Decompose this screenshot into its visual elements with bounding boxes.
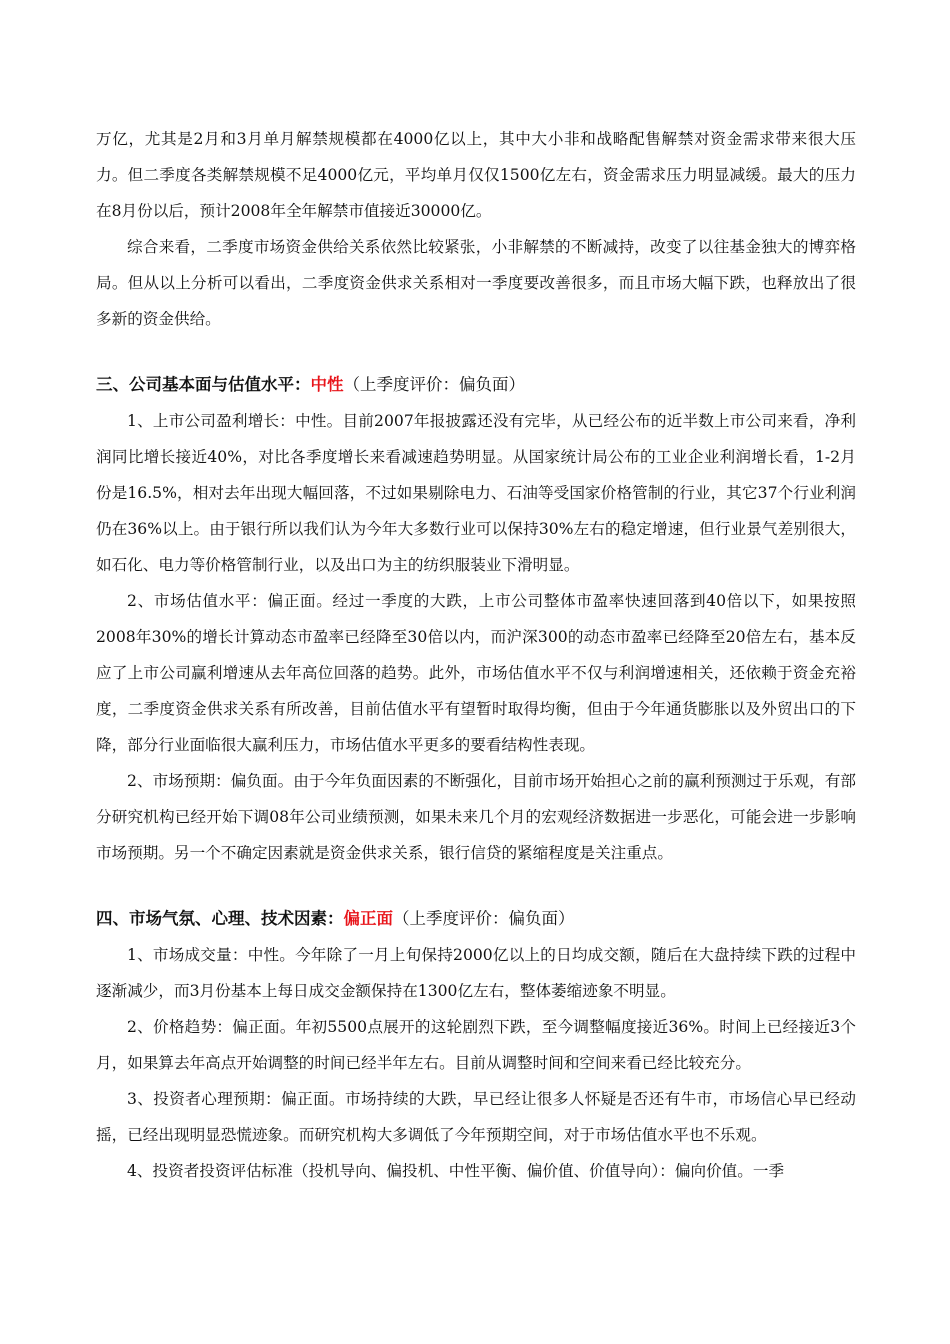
section-spacer [96,337,856,367]
section-3-prior-rating: （上季度评价：偏负面） [343,375,525,394]
paragraph-market-expectation: 2、市场预期：偏负面。由于今年负面因素的不断强化，目前市场开始担心之前的赢利预测过于乐观，有部分研究机构已经开始下调08年公司业绩预测，如果未来几个月的宏观经济数据进一步恶化，可能会进一步影响市场预期。另一个不确定因素就是资金供求关系，银行信贷的紧缩程度是关注重点。 [96,772,856,862]
section-3-rating: 中性 [310,375,344,394]
section-spacer [96,871,856,901]
section-4-rating: 偏正面 [343,909,393,928]
paragraph-price-trend: 2、价格趋势：偏正面。年初5500点展开的这轮剧烈下跌，至今调整幅度接近36%。时间上已经接近3个月，如果算去年高点开始调整的时间已经半年左右。目前从调整时间和空间来看已经比较充分。 [96,1018,856,1072]
paragraph-investor-psychology: 3、投资者心理预期：偏正面。市场持续的大跌，早已经让很多人怀疑是否还有牛市，市场信心早已经动摇，已经出现明显恐慌迹象。而研究机构大多调低了今年预期空间，对于市场估值水平也不乐观。 [96,1090,856,1144]
section-4-prior-rating: （上季度评价：偏负面） [393,909,575,928]
paragraph-trading-volume: 1、市场成交量：中性。今年除了一月上旬保持2000亿以上的日均成交额，随后在大盘持续下跌的过程中逐渐减少，而3月份基本上每日成交金额保持在1300亿左右，整体萎缩迹象不明显。 [96,946,856,1000]
section-4-title: 四、市场气氛、心理、技术因素： [96,909,344,928]
paragraph-valuation-level: 2、市场估值水平：偏正面。经过一季度的大跌，上市公司整体市盈率快速回落到40倍以下，如果按照2008年30%的增长计算动态市盈率已经降至30倍以内，而沪深300的动态市盈率已经降至20倍左右，基本反应了上市公司赢利增速从去年高位回落的趋势。此外，市场估值水平不仅与利润增速相关，还依赖于资金充裕度，二季度资金供求关系有所改善，目前估值水平有望暂时取得均衡，但由于今年通货膨胀以及外贸出口的下降，部分行业面临很大赢利压力，市场估值水平更多的要看结构性表现。 [96,592,856,754]
paragraph-q2-summary: 综合来看，二季度市场资金供给关系依然比较紧张，小非解禁的不断减持，改变了以往基金独大的博弈格局。但从以上分析可以看出，二季度资金供求关系相对一季度要改善很多，而且市场大幅下跌，也释放出了很多新的资金供给。 [96,238,856,328]
section-4-heading [96,901,856,937]
paragraph-earnings-growth: 1、上市公司盈利增长：中性。目前2007年报披露还没有完毕，从已经公布的近半数上市公司来看，净利润同比增长接近40%，对比各季度增长来看减速趋势明显。从国家统计局公布的工业企业利润增长看，1-2月份是16.5%，相对去年出现大幅回落，不过如果剔除电力、石油等受国家价格管制的行业，其它37个行业利润仍在36%以上。由于银行所以我们认为今年大多数行业可以保持30%左右的稳定增速，但行业景气差别很大，如石化、电力等价格管制行业，以及出口为主的纺织服装业下滑明显。 [96,412,856,574]
document-body [96,121,856,1189]
section-3-heading [96,367,856,403]
section-3-title: 三、公司基本面与估值水平： [96,375,311,394]
paragraph-evaluation-standard: 4、投资者投资评估标准（投机导向、偏投机、中性平衡、偏价值、价值导向）：偏向价值。一季 [127,1162,785,1180]
paragraph-unlock-pressure: 万亿，尤其是2月和3月单月解禁规模都在4000亿以上，其中大小非和战略配售解禁对资金需求带来很大压力。但二季度各类解禁规模不足4000亿元，平均单月仅仅1500亿左右，资金需求压力明显减缓。最大的压力在8月份以后，预计2008年全年解禁市值接近30000亿。 [96,130,856,220]
